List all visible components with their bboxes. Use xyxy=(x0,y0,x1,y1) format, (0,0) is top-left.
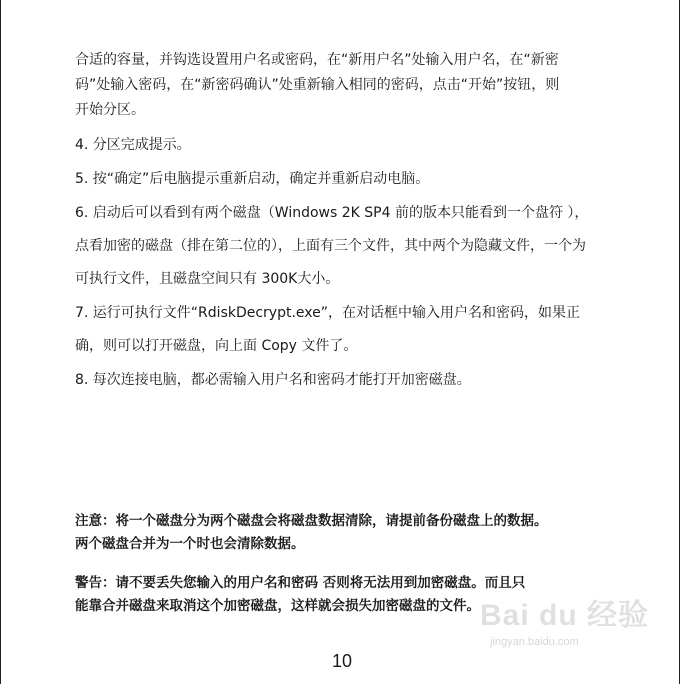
notice-line: 两个磁盘合并为一个时也会清除数据。 xyxy=(75,536,305,552)
intro-line: 开始分区。 xyxy=(75,102,145,118)
notice-line: 注意：将一个磁盘分为两个磁盘会将磁盘数据清除，请提前备份磁盘上的数据。 xyxy=(75,513,548,529)
baidu-watermark xyxy=(470,588,670,658)
intro-paragraph xyxy=(75,48,660,123)
step-7-line: 确，则可以打开磁盘，向上面 Copy 文件了。 xyxy=(75,338,358,354)
step-5: 5. 按“确定”后电脑提示重新启动，确定并重新启动电脑。 xyxy=(75,171,430,187)
step-4: 4. 分区完成提示。 xyxy=(75,137,191,153)
warning-line: 能靠合并磁盘来取消这个加密磁盘，这样就会损失加密磁盘的文件。 xyxy=(75,598,480,614)
page-left-border xyxy=(0,0,1,684)
intro-line: 码”处输入密码，在“新密码确认”处重新输入相同的密码，点击“开始”按钮，则 xyxy=(75,77,560,93)
step-6-line: 可执行文件，且磁盘空间只有 300K大小。 xyxy=(75,271,340,287)
watermark-url: jingyan.baidu.com xyxy=(490,636,579,648)
step-7-line: 7. 运行可执行文件“RdiskDecrypt.exe”，在对话框中输入用户名和密码，如果正 xyxy=(75,305,581,321)
step-6 xyxy=(75,201,660,292)
document-body xyxy=(75,48,660,393)
page-number: 10 xyxy=(331,651,353,671)
step-6-line: 6. 启动后可以看到有两个磁盘（Windows 2K SP4 前的版本只能看到一个盘符 ）， xyxy=(75,205,589,221)
warning-line: 警告：请不要丢失您输入的用户名和密码 否则将无法用到加密磁盘。而且只 xyxy=(75,575,526,591)
notice-text xyxy=(75,510,660,556)
step-6-line: 点看加密的磁盘（排在第二位的），上面有三个文件，其中两个为隐藏文件，一个为 xyxy=(75,238,586,254)
step-7 xyxy=(75,301,660,359)
step-8: 8. 每次连接电脑，都必需输入用户名和密码才能打开加密磁盘。 xyxy=(75,372,471,388)
intro-line: 合适的容量，并钩选设置用户名或密码，在“新用户名”处输入用户名，在“新密 xyxy=(75,52,559,68)
page-right-border xyxy=(679,0,680,684)
watermark-brand: Bai du 经验 xyxy=(480,599,650,632)
